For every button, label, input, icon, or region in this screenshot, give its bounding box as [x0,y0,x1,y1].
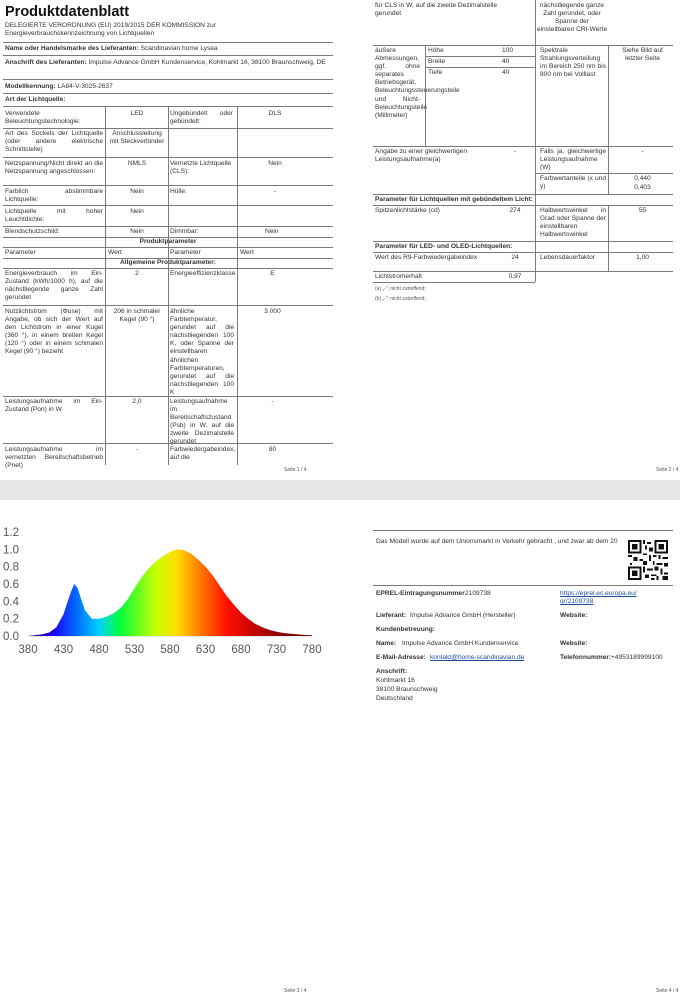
address-value: Impulse Advance GmbH Kundenservice, Kohlmarkt 16, 38100 Braunschweig, DE [88,59,326,66]
y-tick-label: 0.6 [3,579,19,591]
dim-height-label: Höhe [428,47,444,54]
cri-cont: nächstliegende ganze Zahl gerundet, oder Spanne der einstellbaren CRI-Werte [536,2,608,34]
eprel-value: 2109738 [465,590,491,597]
maint-label: Lichtstromerhalt [375,273,422,280]
life-value: 1,00 [636,254,649,261]
col-param: Parameter [5,249,36,256]
regulation-text: DELEGIERTE VERORDNUNG (EU) 2019/2015 DER KOMMISSION zur Energieverbrauchskennzeichnung von Lichtquellen [5,22,216,38]
page-footer: Seite 1 / 4 [284,467,307,473]
chroma-y: 0,403 [634,184,651,191]
type-header: Art der Lichtquelle: [5,96,66,103]
spectral-value: Siehe Bild auf letzter Seite [622,47,663,63]
dim-height-value: 100 [502,47,514,54]
dim-width-value: 40 [502,58,510,65]
phone-value: +4953189999100 [611,654,663,661]
equiv-label-2: Falls ja, gleichwertige Leistungsaufnahme (W) [540,148,606,172]
x-tick-label: 780 [302,644,322,656]
led-header: Parameter für LED- und OLED-Lichtquellen: [375,243,513,250]
cls-standby-cont: für CLS in W, auf die zweite Dezimalstelle gerundet [375,2,498,18]
glare-value: Nein [130,228,144,235]
cri-value: 80 [268,446,277,453]
address-line-1: Kohlmarkt 16 [376,677,415,684]
eprel-label: EPREL-Eintragungsnummer [376,590,465,597]
dim-value: Nein [265,228,279,235]
r9-value: 24 [511,254,519,261]
high-luminance-label: Lichtquelle mit hoher Leuchtdichte: [5,208,103,224]
name-value: Impulse Advance GmbH Kundenservice [402,640,519,647]
y-tick-label: 0.2 [3,613,19,626]
tech-value: LED [130,110,144,117]
efficiency-class-value: E [270,270,275,277]
spectral-label: Spektrale Strahlungsverteilung im Bereich 250 nm bis 800 nm bei Volllast [540,47,606,79]
net-standby-value: - [135,446,139,453]
x-axis [18,636,321,656]
on-power-value: 2,0 [132,398,142,405]
dim-width-label: Breite [428,58,446,65]
page-footer: Seite 4 / 4 [656,988,679,994]
col-value: Wert [108,249,122,256]
address-label: Anschrift des Lieferanten: [5,59,87,66]
model-label: Modellkennung: [5,83,56,90]
qr-code-icon [628,540,668,580]
y-tick-label: 1.2 [3,527,19,539]
envelope-label: Hülle: [170,188,187,195]
page-footer: Seite 2 / 4 [656,467,679,473]
y-tick-label: 0.4 [3,596,19,609]
standby-value: - [271,398,274,405]
cls-label: Vernetzte Lichtquelle (CLS): [170,160,232,176]
energy-label: Energieverbrauch im Ein-Zustand (kWh/1000 h), auf die nächstliegende ganze Zahl gerundet [5,270,103,302]
page-3 [0,500,340,1000]
supplier-row [5,45,330,53]
equiv-value: - [513,148,517,155]
note-b: (b) „-“: nicht zutreffend; [375,296,426,302]
phone-label: Telefonnummer: [560,654,612,661]
cct-label: ähnliche Farbtemperatur, gerundet auf die nächstliegenden 100 K, oder Spanne der einstellbaren ähnlichen Farbtemperaturen, gerundet auf die nächstliegenden 100 K [170,308,234,396]
glare-label: Blendschutzschild: [5,228,60,235]
x-tick-label: 530 [124,644,145,656]
general-params-header: Allgemeine Produktparameter: [119,259,216,266]
bundled-label: Ungebündelt oder gebündelt: [170,110,233,126]
y-tick-label: 0.0 [3,631,19,643]
y-tick-label: 0.8 [3,561,19,574]
website-label-2: Website: [560,640,588,647]
address-row [5,59,327,67]
net-standby-label: Leistungsaufnahme im vernetzten Bereitschaftsbetrieb (Pnet) [5,446,103,470]
chroma-label: Farbwertanteile (x und y) [540,175,606,191]
x-tick-label: 430 [53,644,74,656]
x-tick-label: 730 [266,644,287,656]
address-line-2: 38100 Braunschweig [376,686,438,693]
peak-value: 274 [509,207,521,214]
dim-depth-label: Tiefe [428,69,443,76]
email-label: E-Mail-Adresse: [376,654,426,661]
flux-label: Nutzlichtstrom (Φuse) mit Angabe, ob sich der Wert auf den Lichtstrom in einer Kugel (360 °), in einem breiten Kegel (120 °) oder in einem schmalen Kegel (90 °) bezieht [5,308,103,356]
directional-header: Parameter für Lichtquellen mit gebündeltem Licht: [375,196,533,203]
mains-label: Netzspannung/Nicht direkt an die Netzspannung angeschlossen: [5,160,103,176]
equiv-label: Angabe zu einer gleichwertigen Leistungsaufnahme(a) [375,148,468,164]
model-value: LA84-V-3025-2637 [57,83,113,90]
flux-value: 206 in schmaler Kegel (90 °) [113,308,161,324]
cri-label: Farbwiedergabeindex, auf die [170,446,236,462]
website-label: Website: [560,612,588,619]
col-param-2: Parameter [170,249,201,256]
page-footer: Seite 3 / 4 [284,988,307,994]
page-4 [340,500,680,1000]
envelope-value: - [273,188,277,195]
efficiency-class-label: Energieeffizienzklasse [170,270,236,277]
supplier-label: Name oder Handelsmarke des Lieferanten: [5,45,139,52]
address-line-3: Deutschland [376,695,413,702]
peak-label: Spitzenlichtstärke (cd) [375,207,440,214]
mains-value: NMLS [127,160,147,167]
x-tick-label: 630 [195,644,216,656]
name-label: Name: [376,640,397,647]
supplier-label: Lieferant: [376,612,407,619]
socket-value: Anschlussleitung mit Steckverbinder [109,130,165,146]
chroma-x: 0,440 [634,175,651,182]
spectrum-area [28,549,312,636]
product-params-header: Produktparameter [139,238,197,245]
dim-depth-value: 40 [502,69,510,76]
high-luminance-value: Nein [130,208,144,215]
page-title: Produktdatenblatt [5,4,130,20]
spectrum-chart [0,518,340,688]
r9-label: Wert des R9-Farbwiedergabeindex [375,254,478,261]
socket-label: Art des Sockels der Lichtquelle (oder andere elektrische Schnittstelle) [5,130,103,154]
email-link[interactable]: kontakt@home-scandinavian.de [430,654,525,661]
bundled-value: DLS [268,110,282,117]
y-tick-label: 1.0 [3,544,19,557]
x-tick-label: 580 [160,644,180,656]
beam-value: 55 [638,207,647,214]
standby-label: Leistungsaufnahme im Bereitschaftszustand (Psb) in W, auf die zweite Dezimalstelle gerundet [170,398,234,446]
cls-value: Nein [268,160,282,167]
energy-value: 2 [135,270,139,277]
equiv-value-2: - [641,148,644,155]
care-label: Kundenbetreuung: [376,626,435,633]
address-label: Anschrift: [376,668,408,675]
dim-label: Dimmbar: [170,228,199,235]
dims-label: äußere Abmessungen, ggf. ohne separates Betriebsgerät, Beleuchtungssteuerungsteile und Nicht-Beleuchtungsteile (Millimeter) [375,47,460,119]
model-row [5,83,113,91]
note-a: (a) „-“: nicht zutreffend; [375,286,426,292]
supplier-value: Scandinavian home Lysea [140,45,218,52]
x-tick-label: 380 [18,644,38,656]
beam-label: Halbwertswinkel in Grad oder Spanne der einstellbaren Halbwertswinkel [540,207,606,239]
x-tick-label: 680 [231,644,251,656]
life-label: Lebensdauerfaktor [540,254,595,261]
eprel-link[interactable]: https://eprel.ec.europa.eu/qr/2109738 [560,590,637,606]
col-value-2: Wert [240,249,254,256]
market-text: Das Modell wurde auf dem Unionsmarkt in Verkehr gebracht , und zwar ab dem 20 [376,538,618,545]
on-power-label: Leistungsaufnahme im Ein-Zustand (Pon) in W [5,398,103,414]
tunable-label: Farblich abstimmbare Lichtquelle: [5,188,103,204]
x-tick-label: 480 [89,644,109,656]
tech-label: Verwendete Beleuchtungstechnologie: [5,110,81,126]
page-1 [0,0,340,480]
tunable-value: Nein [130,188,144,195]
supplier-value: Impulse Advance GmbH (Hersteller) [410,612,516,619]
cct-value: 3 000 [264,308,281,315]
page-2 [340,0,680,480]
y-axis [3,527,20,643]
maint-value: 0,97 [508,273,522,280]
